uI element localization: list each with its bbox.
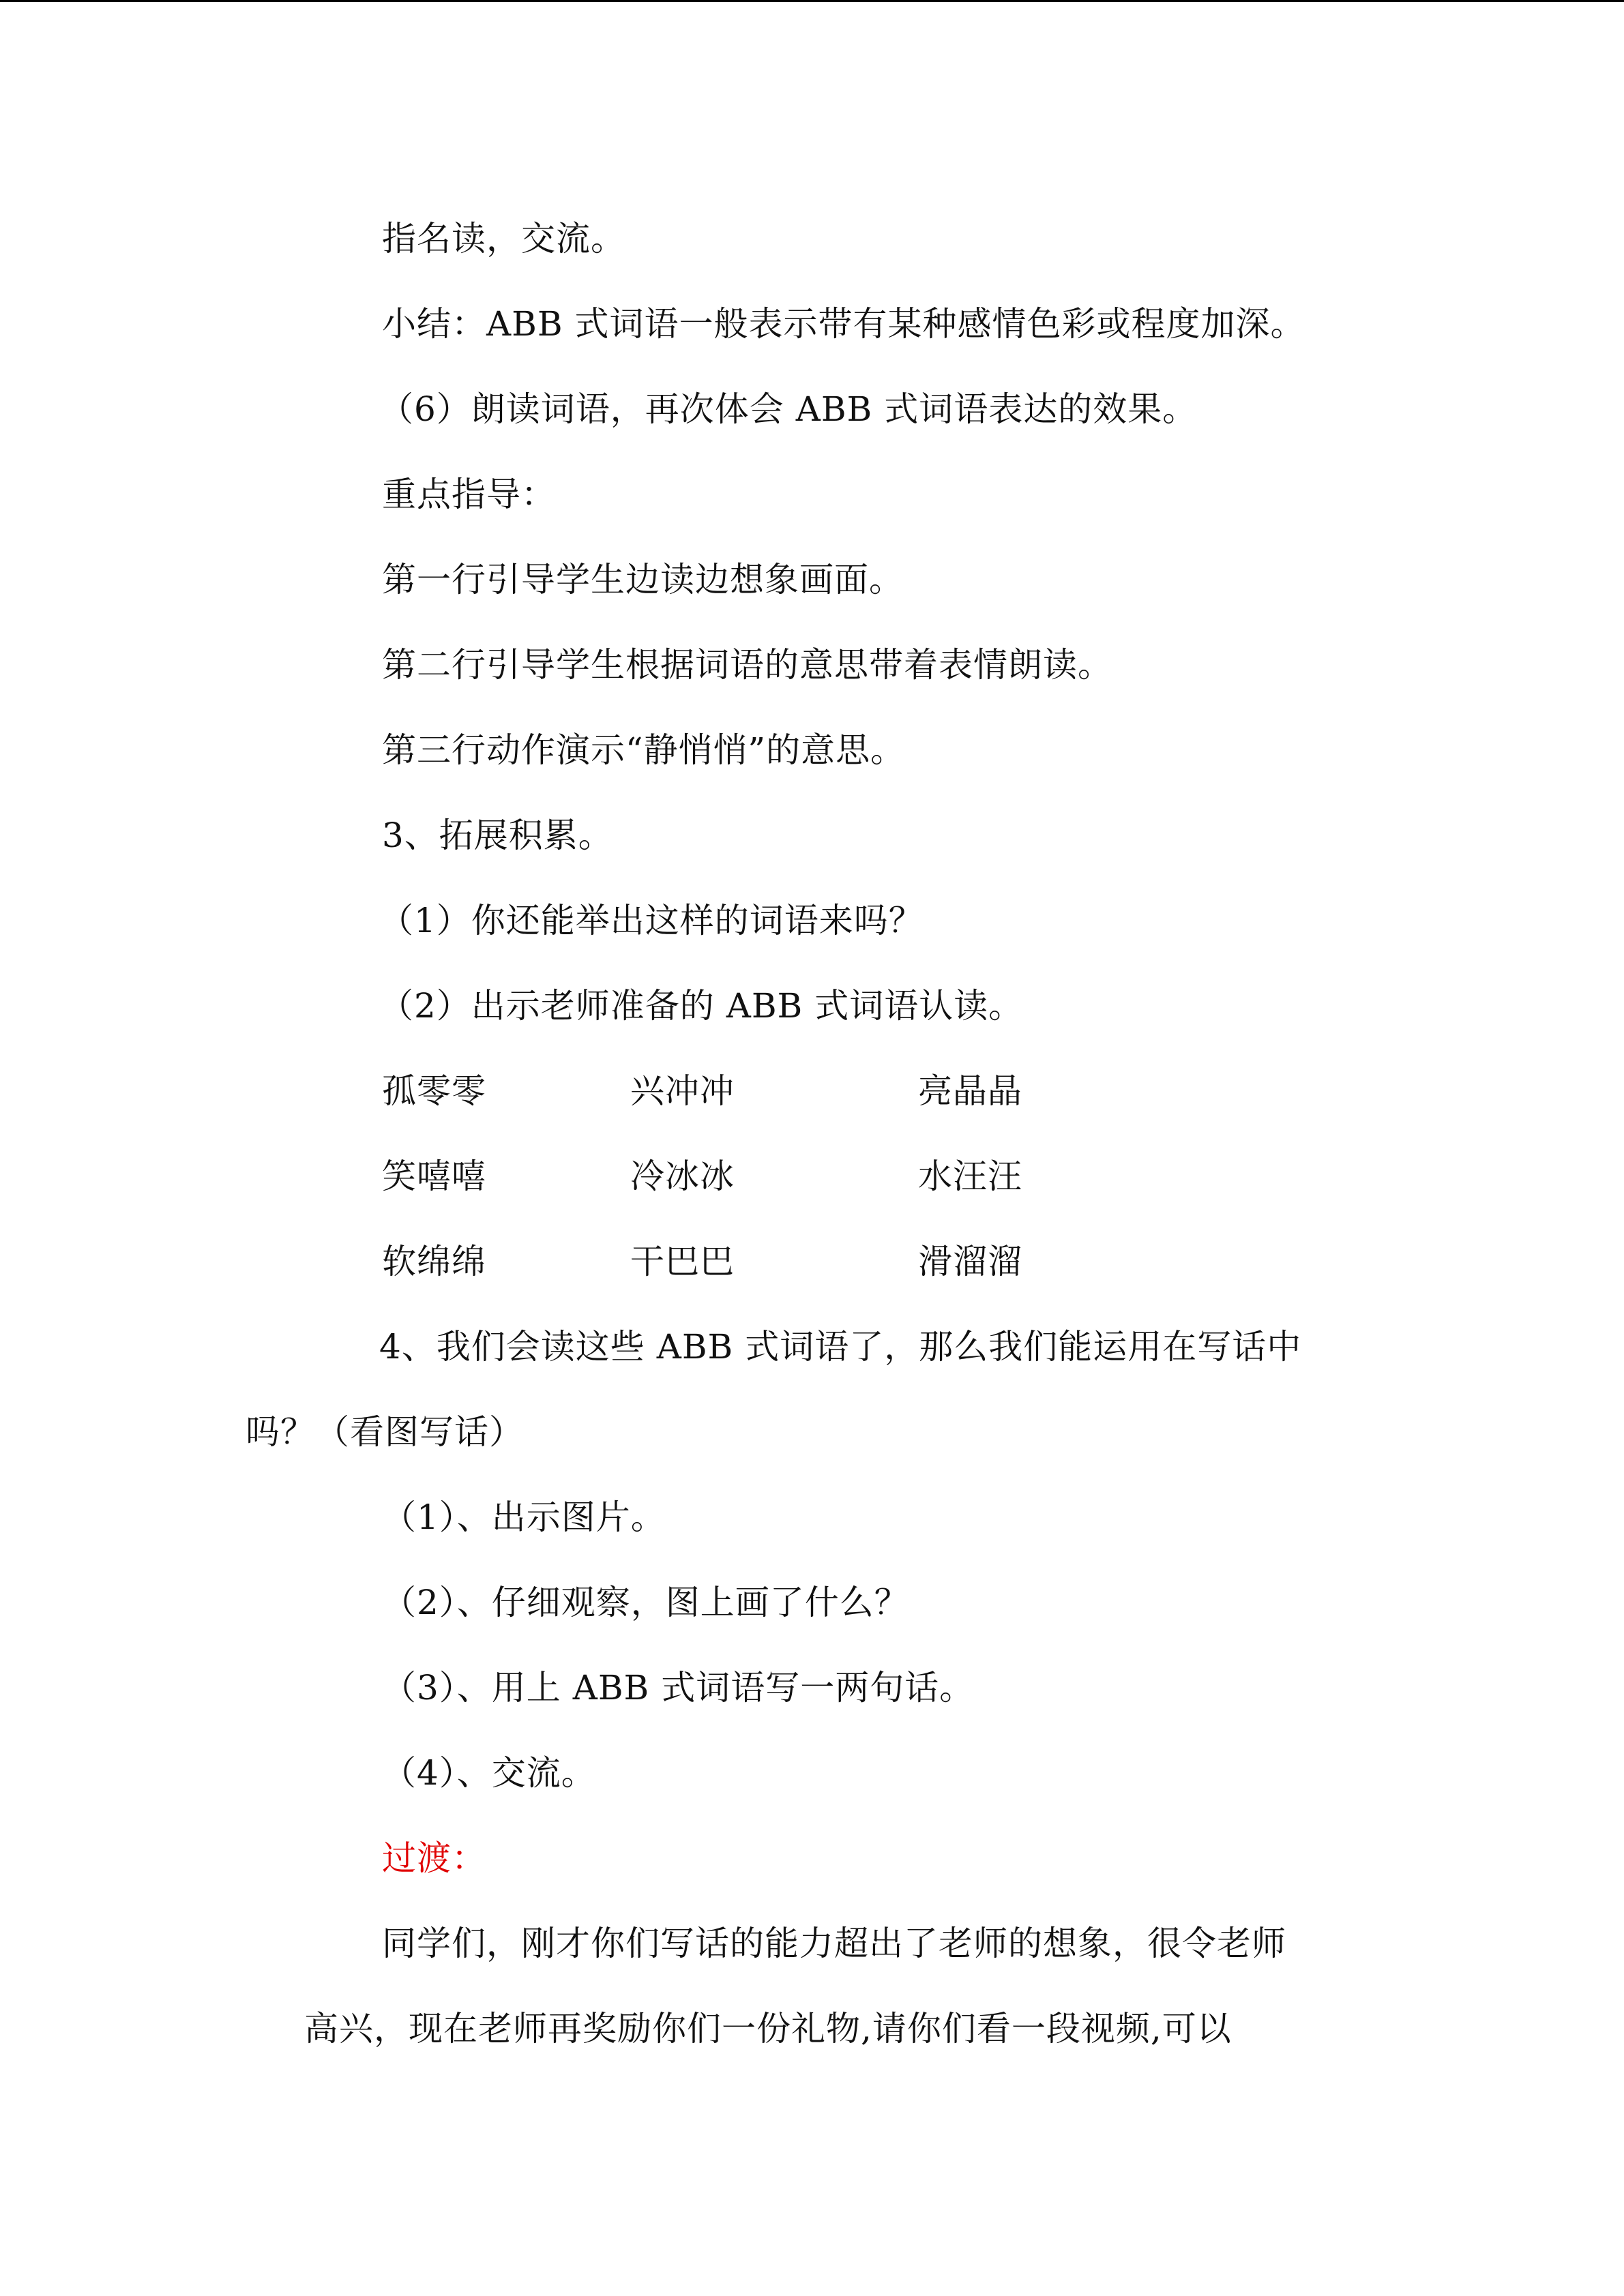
summary-line: 小结：ABB 式词语一般表示带有某种感情色彩或程度加深。 bbox=[382, 304, 1305, 344]
section-heading: 3、拓展积累。 bbox=[382, 816, 613, 855]
body-line: （1）你还能举出这样的词语来吗？ bbox=[379, 901, 924, 940]
word-item: 软绵绵 bbox=[382, 1242, 486, 1281]
paragraph-4-line-2: 吗？（看图写话） bbox=[246, 1412, 524, 1452]
page-top-border bbox=[0, 0, 1624, 2]
word-item: 亮晶晶 bbox=[918, 1071, 1022, 1111]
step-line: （1）、出示图片。 bbox=[382, 1497, 666, 1537]
word-item: 兴冲冲 bbox=[630, 1071, 735, 1111]
body-line: （2）出示老师准备的 ABB 式词语认读。 bbox=[379, 986, 1024, 1026]
word-item: 笑嘻嘻 bbox=[382, 1157, 486, 1196]
body-line: 第二行引导学生根据词语的意思带着表情朗读。 bbox=[382, 645, 1112, 685]
section-heading: 重点指导： bbox=[382, 475, 556, 514]
step-line: （3）、用上 ABB 式词语写一两句话。 bbox=[382, 1668, 975, 1708]
transition-heading: 过渡： bbox=[382, 1838, 486, 1878]
word-item: 水汪汪 bbox=[918, 1157, 1022, 1196]
paragraph-4-line-1: 4、我们会读这些 ABB 式词语了，那么我们能运用在写话中 bbox=[379, 1327, 1302, 1367]
word-item: 滑溜溜 bbox=[918, 1242, 1022, 1281]
body-line: （6）朗读词语，再次体会 ABB 式词语表达的效果。 bbox=[379, 389, 1198, 429]
word-item: 冷冰冰 bbox=[630, 1157, 735, 1196]
word-item: 孤零零 bbox=[382, 1071, 486, 1111]
body-line: 第三行动作演示“静悄悄”的意思。 bbox=[382, 730, 906, 770]
word-item: 干巴巴 bbox=[630, 1242, 735, 1281]
closing-line-2: 高兴，现在老师再奖励你们一份礼物,请你们看一段视频,可以 bbox=[304, 2009, 1232, 2048]
step-line: （2）、仔细观察，图上画了什么？ bbox=[382, 1583, 909, 1622]
body-line: 指名读，交流。 bbox=[382, 219, 625, 258]
body-line: 第一行引导学生边读边想象画面。 bbox=[382, 560, 904, 599]
closing-line-1: 同学们，刚才你们写话的能力超出了老师的想象，很令老师 bbox=[382, 1924, 1286, 1963]
step-line: （4）、交流。 bbox=[382, 1753, 596, 1793]
